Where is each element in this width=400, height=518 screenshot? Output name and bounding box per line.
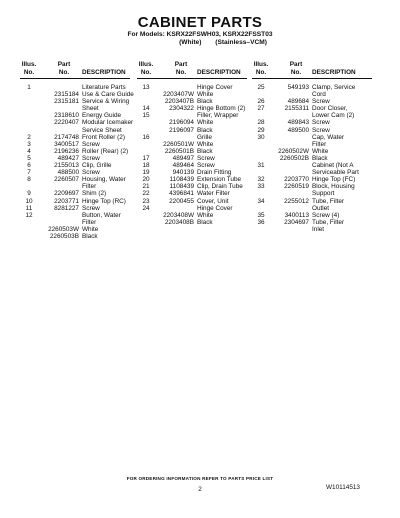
illus-number: 35 (257, 211, 265, 219)
part-number: 489684 (287, 98, 309, 106)
illus-number: 27 (257, 105, 265, 113)
part-description: Cord (312, 91, 326, 99)
illus-number: 14 (142, 105, 150, 113)
part-description: Black (312, 154, 328, 162)
column-header (20, 61, 130, 79)
part-description: Door Closer, (312, 105, 348, 113)
part-description: White (82, 225, 99, 233)
part-number: 8281227 (54, 204, 79, 212)
part-description: Black (197, 147, 213, 155)
illus-number: 13 (142, 84, 150, 91)
part-row (252, 105, 372, 112)
part-description: Front Roller (2) (82, 133, 125, 141)
part-number: 2155013 (54, 162, 79, 170)
part-description: Screw (4) (312, 211, 340, 219)
part-description: Clip, Grille (82, 162, 112, 170)
part-description: Modular Icemaker (82, 119, 134, 127)
part-description: Screw (82, 169, 100, 177)
part-row (20, 183, 130, 190)
column-header (137, 61, 247, 79)
part-row (252, 183, 372, 190)
part-number: 2260503W (48, 225, 79, 233)
part-description: Outlet (312, 204, 330, 212)
part-number: 2318610 (54, 112, 79, 120)
part-row (137, 112, 247, 119)
part-description: Energy Guide (82, 112, 122, 120)
column-rows (137, 84, 247, 226)
illus-header: Illus. No. (21, 61, 37, 76)
part-number: 2203771 (54, 197, 79, 205)
column-rows (20, 84, 134, 240)
part-row (137, 148, 247, 155)
part-row (252, 198, 372, 205)
part-number: 2260501W (163, 140, 194, 148)
part-row (20, 198, 130, 205)
part-row (137, 127, 247, 134)
document-number: W10114513 (326, 484, 360, 491)
description-header: DESCRIPTION (312, 68, 356, 76)
part-row (20, 162, 130, 169)
illus-header: Illus. No. (138, 61, 154, 76)
part-row (252, 98, 372, 105)
illus-number: 2 (27, 133, 31, 141)
part-row (20, 105, 130, 112)
part-row (252, 212, 372, 219)
part-row (20, 119, 134, 127)
part-number: 2304322 (169, 105, 194, 113)
part-row (137, 119, 247, 126)
illus-number: 33 (257, 183, 265, 191)
part-row (252, 190, 372, 197)
parts-column-2 (137, 61, 247, 226)
part-description: Clamp, Service (312, 84, 356, 91)
illus-number: 24 (142, 204, 150, 212)
illus-number: 15 (142, 112, 150, 120)
part-description: White (197, 140, 214, 148)
part-description: White (197, 119, 214, 127)
illus-number: 10 (25, 197, 33, 205)
part-row (137, 176, 247, 183)
part-description: Screw (312, 98, 330, 106)
part-description: Hinge Cover (197, 204, 233, 212)
part-row (252, 84, 372, 91)
part-description: Cabinet (Not A (312, 162, 354, 170)
part-row (137, 91, 247, 98)
part-row (252, 119, 372, 126)
part-row (252, 219, 372, 226)
part-row (20, 98, 130, 105)
illus-number: 17 (142, 154, 150, 162)
part-description: White (197, 91, 214, 99)
part-row (137, 141, 247, 148)
part-number: 940139 (172, 169, 194, 177)
part-description: Screw (82, 140, 100, 148)
part-description: Serviceable Part (312, 169, 359, 177)
illus-number: 18 (142, 162, 150, 170)
part-description: Hinge Bottom (2) (197, 105, 246, 113)
part-number: 1108439 (169, 183, 194, 191)
illus-number: 29 (257, 126, 265, 134)
part-description: Cover, Unit (197, 197, 229, 205)
part-description: Black (197, 126, 213, 134)
part-description: Filter (82, 218, 97, 226)
illus-number: 21 (142, 183, 150, 191)
part-description: Clip, Drain Tube (197, 183, 243, 191)
part-description: Hinge Cover (197, 84, 233, 91)
part-number: 2196097 (169, 126, 194, 134)
part-number: 2260519 (284, 183, 309, 191)
part-row (20, 233, 130, 240)
part-description: Black (82, 232, 98, 240)
illus-number: 32 (257, 176, 265, 184)
part-number: 489497 (172, 154, 194, 162)
part-description: Tube, Filter (312, 218, 345, 226)
part-number: 2196236 (54, 147, 79, 155)
part-description: Extension Tube (197, 176, 242, 184)
illus-number: 20 (142, 176, 150, 184)
finish-white: (White) (179, 39, 202, 46)
part-row (20, 176, 130, 183)
models-line: For Models: KSRX22FSWH03, KSRX22FSST03 (127, 31, 273, 38)
illus-number: 3 (27, 140, 31, 148)
illus-number: 19 (142, 169, 150, 177)
part-row (20, 190, 130, 197)
part-number: 2255012 (284, 197, 309, 205)
part-row (137, 105, 247, 112)
part-description: Grille (197, 133, 212, 141)
part-number: 2196094 (169, 119, 194, 127)
part-row (252, 169, 372, 176)
illus-number: 31 (257, 162, 265, 170)
part-number: 2315181 (54, 98, 79, 106)
part-row (252, 205, 372, 212)
part-row (252, 226, 372, 233)
part-row (20, 205, 130, 212)
part-row (252, 134, 372, 141)
part-description: Roller (Rear) (2) (82, 147, 129, 155)
illus-number: 4 (27, 147, 31, 155)
part-description: Screw (312, 126, 330, 134)
part-description: Screw (82, 204, 100, 212)
part-number: 489464 (172, 162, 194, 170)
part-description: Block, Housing (312, 183, 355, 191)
illus-number: 22 (142, 190, 150, 198)
illus-number: 30 (257, 133, 265, 141)
part-row (137, 155, 247, 162)
part-row (137, 134, 247, 141)
part-row (137, 169, 247, 176)
page-number: 2 (198, 486, 202, 493)
part-number: 2200455 (169, 197, 194, 205)
part-number: 2260507 (54, 176, 79, 184)
part-description: Service & Wiring (82, 98, 130, 106)
part-number: 489843 (287, 119, 309, 127)
illus-number: 7 (27, 169, 31, 177)
illus-number: 8 (27, 176, 31, 184)
part-number: 2304697 (284, 218, 309, 226)
illus-number: 16 (142, 133, 150, 141)
part-row (20, 134, 130, 141)
part-row (137, 84, 247, 91)
page-title: CABINET PARTS (137, 14, 263, 31)
finish-line (0, 39, 400, 46)
part-row (20, 155, 130, 162)
part-description: Tube, Filter (312, 197, 345, 205)
part-row (137, 162, 247, 169)
part-row (137, 219, 247, 226)
part-header: Part No. (174, 61, 188, 76)
part-description: Filter (312, 140, 327, 148)
part-number: 2260502W (278, 147, 309, 155)
part-description: Literature Parts (82, 84, 126, 91)
part-number: 2315184 (54, 91, 79, 99)
part-description: White (312, 147, 329, 155)
part-number: 2203770 (284, 176, 309, 184)
part-row (252, 112, 372, 119)
part-row (20, 169, 130, 176)
part-row (20, 84, 130, 91)
part-row (137, 212, 247, 219)
part-description: Screw (312, 119, 330, 127)
illus-number: 26 (257, 98, 265, 106)
part-description: Sheet (82, 105, 99, 113)
part-number: 1108439 (169, 176, 194, 184)
part-description: Housing, Water (82, 176, 126, 184)
part-row (137, 183, 247, 190)
part-row (137, 98, 247, 105)
part-row (252, 176, 372, 183)
part-number: 2203408B (164, 218, 194, 226)
illus-number: 9 (27, 190, 31, 198)
part-description: Support (312, 190, 335, 198)
column-header (252, 61, 372, 79)
column-rows (252, 84, 372, 233)
part-number: 2209697 (54, 190, 79, 198)
part-row (20, 112, 130, 119)
part-description: Lower Cam (2) (312, 112, 355, 120)
illus-header: Illus. No. (253, 61, 269, 76)
part-row (20, 91, 134, 99)
part-header: Part No. (289, 61, 303, 76)
illus-number: 28 (257, 119, 265, 127)
part-description: Inlet (312, 225, 325, 233)
part-row (137, 198, 247, 205)
part-description: White (197, 211, 214, 219)
part-description: Button, Water (82, 211, 121, 219)
illus-number: 12 (25, 211, 33, 219)
illus-number: 34 (257, 197, 265, 205)
illus-number: 25 (257, 84, 265, 91)
part-row (252, 141, 372, 148)
part-description: Black (197, 98, 213, 106)
illus-number: 6 (27, 162, 31, 170)
part-number: 3400517 (54, 140, 79, 148)
part-number: 488500 (57, 169, 79, 177)
part-row (137, 205, 247, 212)
part-description: Cap, Water (312, 133, 345, 141)
part-row (20, 127, 130, 134)
part-number: 3400113 (284, 211, 309, 219)
parts-column-3 (252, 61, 372, 233)
description-header: DESCRIPTION (197, 68, 241, 76)
part-number: 2203407W (163, 91, 194, 99)
part-description: Water Filter (197, 190, 230, 198)
part-description: Hinge Top (RC) (82, 197, 126, 205)
part-description: Drain Fitting (197, 169, 232, 177)
part-description: Black (197, 218, 213, 226)
part-row (252, 148, 372, 155)
part-number: 549193 (287, 84, 309, 91)
part-header: Part No. (57, 61, 71, 76)
part-description: Use & Care Guide (82, 91, 134, 99)
part-description: Shim (2) (82, 190, 107, 198)
part-number: 489427 (57, 154, 79, 162)
part-row (20, 212, 130, 219)
description-header: DESCRIPTION (82, 68, 126, 76)
part-number: 2220407 (54, 119, 79, 127)
part-number: 2260501B (164, 147, 194, 155)
part-description: Screw (197, 162, 215, 170)
part-description: Filler, Wrapper (197, 112, 239, 120)
part-row (252, 91, 372, 98)
parts-column-1 (20, 61, 134, 240)
part-row (20, 141, 130, 148)
ordering-note: FOR ORDERING INFORMATION REFER TO PARTS PRICE LIST (126, 476, 274, 481)
part-row (252, 155, 372, 162)
part-description: Filter (82, 183, 97, 191)
illus-number: 11 (25, 204, 33, 212)
part-description: Service Sheet (82, 126, 122, 134)
part-number: 2174748 (54, 133, 79, 141)
part-number: 2203407B (164, 98, 194, 106)
part-number: 2260503B (49, 232, 79, 240)
part-row (252, 162, 372, 169)
part-row (20, 219, 130, 226)
illus-number: 1 (27, 84, 31, 91)
part-row (252, 127, 372, 134)
part-number: 4396841 (169, 190, 194, 198)
illus-number: 23 (142, 197, 150, 205)
part-description: Screw (197, 154, 215, 162)
part-row (20, 226, 130, 233)
illus-number: 36 (257, 218, 265, 226)
part-number: 2155311 (284, 105, 309, 113)
part-number: 2203408W (163, 211, 194, 219)
finish-stainless: (Stainless–VCM) (215, 39, 267, 46)
part-row (137, 190, 247, 197)
part-description: Hinge Top (FC) (312, 176, 356, 184)
part-number: 2260502B (279, 154, 309, 162)
illus-number: 5 (27, 154, 31, 162)
part-description: Screw (82, 154, 100, 162)
part-row (20, 148, 130, 155)
part-number: 489500 (287, 126, 309, 134)
